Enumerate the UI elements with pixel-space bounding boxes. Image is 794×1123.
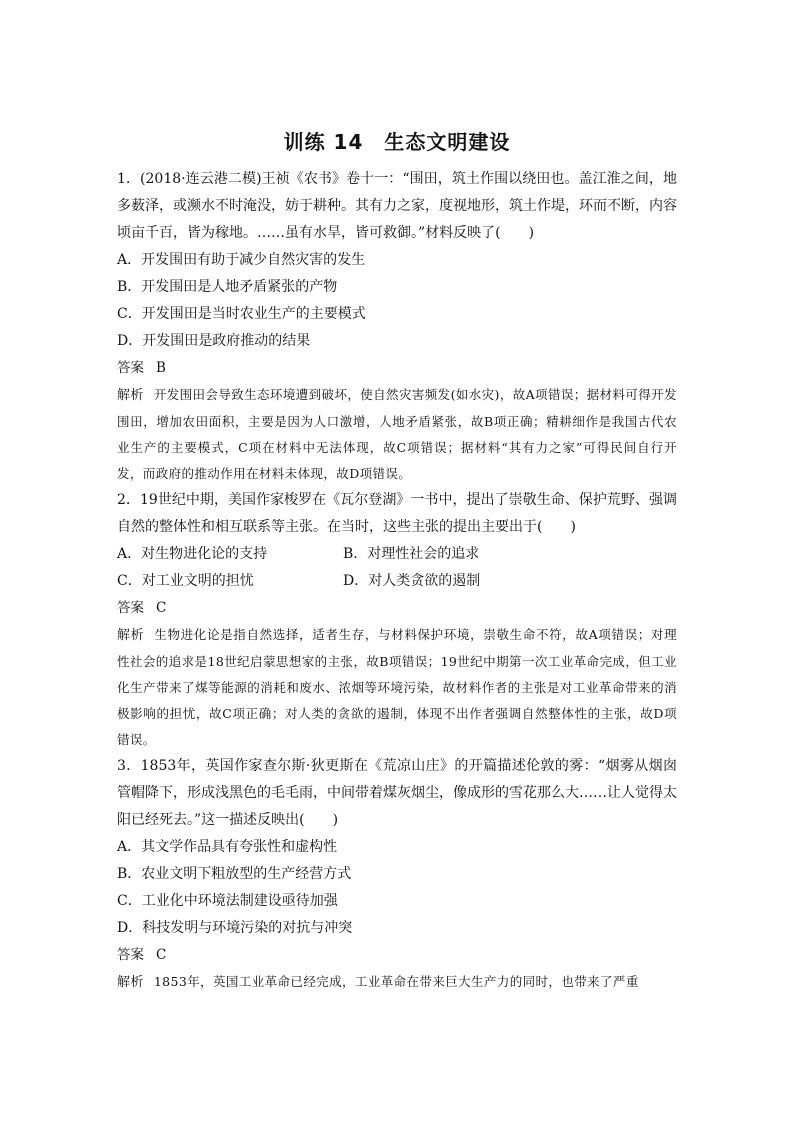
explanation (117, 382, 677, 487)
option-b: B．农业文明下粗放型的生产经营方式 (117, 866, 352, 882)
answer-line (117, 355, 677, 382)
explanation-text: 生物进化论是指自然选择，适者生存，与材料保护环境，崇敬生命不符，故A项错误；对理性社会的追求是18世纪启蒙思想家的主张，故B项错误；19世纪中期第一次工业革命完成，但工业化生产带来了煤等能源的消耗和废水、浓烟等环境污染，故材料作者的主张是对工业革命带来的消极影响的担忧，故C项正确；对人类的贪欲的遏制，体现不出作者强调自然整体性的主张，故D项错误。 (117, 627, 677, 747)
answer-line (117, 595, 677, 622)
answer-line (117, 942, 677, 969)
option-a: A．对生物进化论的支持 (117, 546, 268, 562)
option-c: C．对工业文明的担忧 (117, 573, 254, 589)
page-title: 训练 14 生态文明建设 (283, 130, 511, 154)
option-b: B．对理性社会的追求 (343, 546, 480, 562)
answer-value: C (156, 600, 167, 616)
option-c: C．工业化中环境法制建设亟待加强 (117, 893, 338, 909)
question-stem: 3．1853年，英国作家查尔斯·狄更斯在《荒凉山庄》的开篇描述伦敦的雾：“烟雾从烟囱管帽降下，形成浅黑色的毛毛雨，中间带着煤灰烟尘，像成形的雪花那么大……让人觉得太阳已经死去。”这一描述反映出( ) (117, 758, 677, 828)
option-b: B．开发围田是人地矛盾紧张的产物 (117, 279, 338, 295)
answer-label: 答案 (117, 947, 144, 963)
option-row (117, 541, 677, 568)
answer-label: 答案 (117, 600, 144, 616)
explanation (117, 622, 677, 753)
answer-value: B (156, 360, 166, 376)
explanation-text: 开发围田会导致生态环境遭到破坏，使自然灾害频发(如水灾)，故A项错误；据材料可得开发围田，增加农田面积，主要是因为人口激增，人地矛盾紧张，故B项正确；精耕细作是我国古代农业生产的主要模式，C项在材料中无法体现，故C项错误；据材料“其有力之家”可得民间自行开发，而政府的推动作用在材料未体现，故D项错误。 (117, 387, 677, 481)
question-2 (117, 487, 677, 753)
option-d: D．开发围田是政府推动的结果 (117, 333, 311, 349)
explanation-label: 解析 (117, 388, 144, 403)
option-row (117, 568, 677, 595)
explanation-label: 解析 (117, 975, 144, 990)
question-list (117, 166, 677, 996)
question-stem: 2．19世纪中期，美国作家梭罗在《瓦尔登湖》一书中，提出了崇敬生命、保护荒野、强调自然的整体性和相互联系等主张。在当时，这些主张的提出主要出于( ) (117, 492, 677, 535)
explanation-text: 1853年，英国工业革命已经完成，工业革命在带来巨大生产力的同时，也带来了严重 (153, 974, 639, 989)
option-c: C．开发围田是当时农业生产的主要模式 (117, 306, 366, 322)
explanation-label: 解析 (117, 628, 145, 643)
option-d: D．对人类贪欲的遏制 (343, 573, 481, 589)
answer-value: C (156, 947, 167, 963)
option-a: A．其文学作品具有夸张性和虚构性 (117, 839, 338, 855)
option-d: D．科技发明与环境污染的对抗与冲突 (117, 920, 353, 936)
explanation (117, 969, 677, 996)
question-1 (117, 166, 677, 487)
answer-label: 答案 (117, 360, 144, 376)
option-a: A．开发围田有助于减少自然灾害的发生 (117, 252, 366, 268)
question-stem: 1．(2018·连云港二模)王祯《农书》卷十一：“围田，筑土作围以绕田也。盖江淮之间，地多薮泽，或濒水不时淹没，妨于耕种。其有力之家，度视地形，筑土作堤，环而不断，内容顷亩千百，皆为稼地。……虽有水旱，皆可救御。”材料反映了( ) (117, 171, 677, 241)
question-3 (117, 753, 677, 996)
